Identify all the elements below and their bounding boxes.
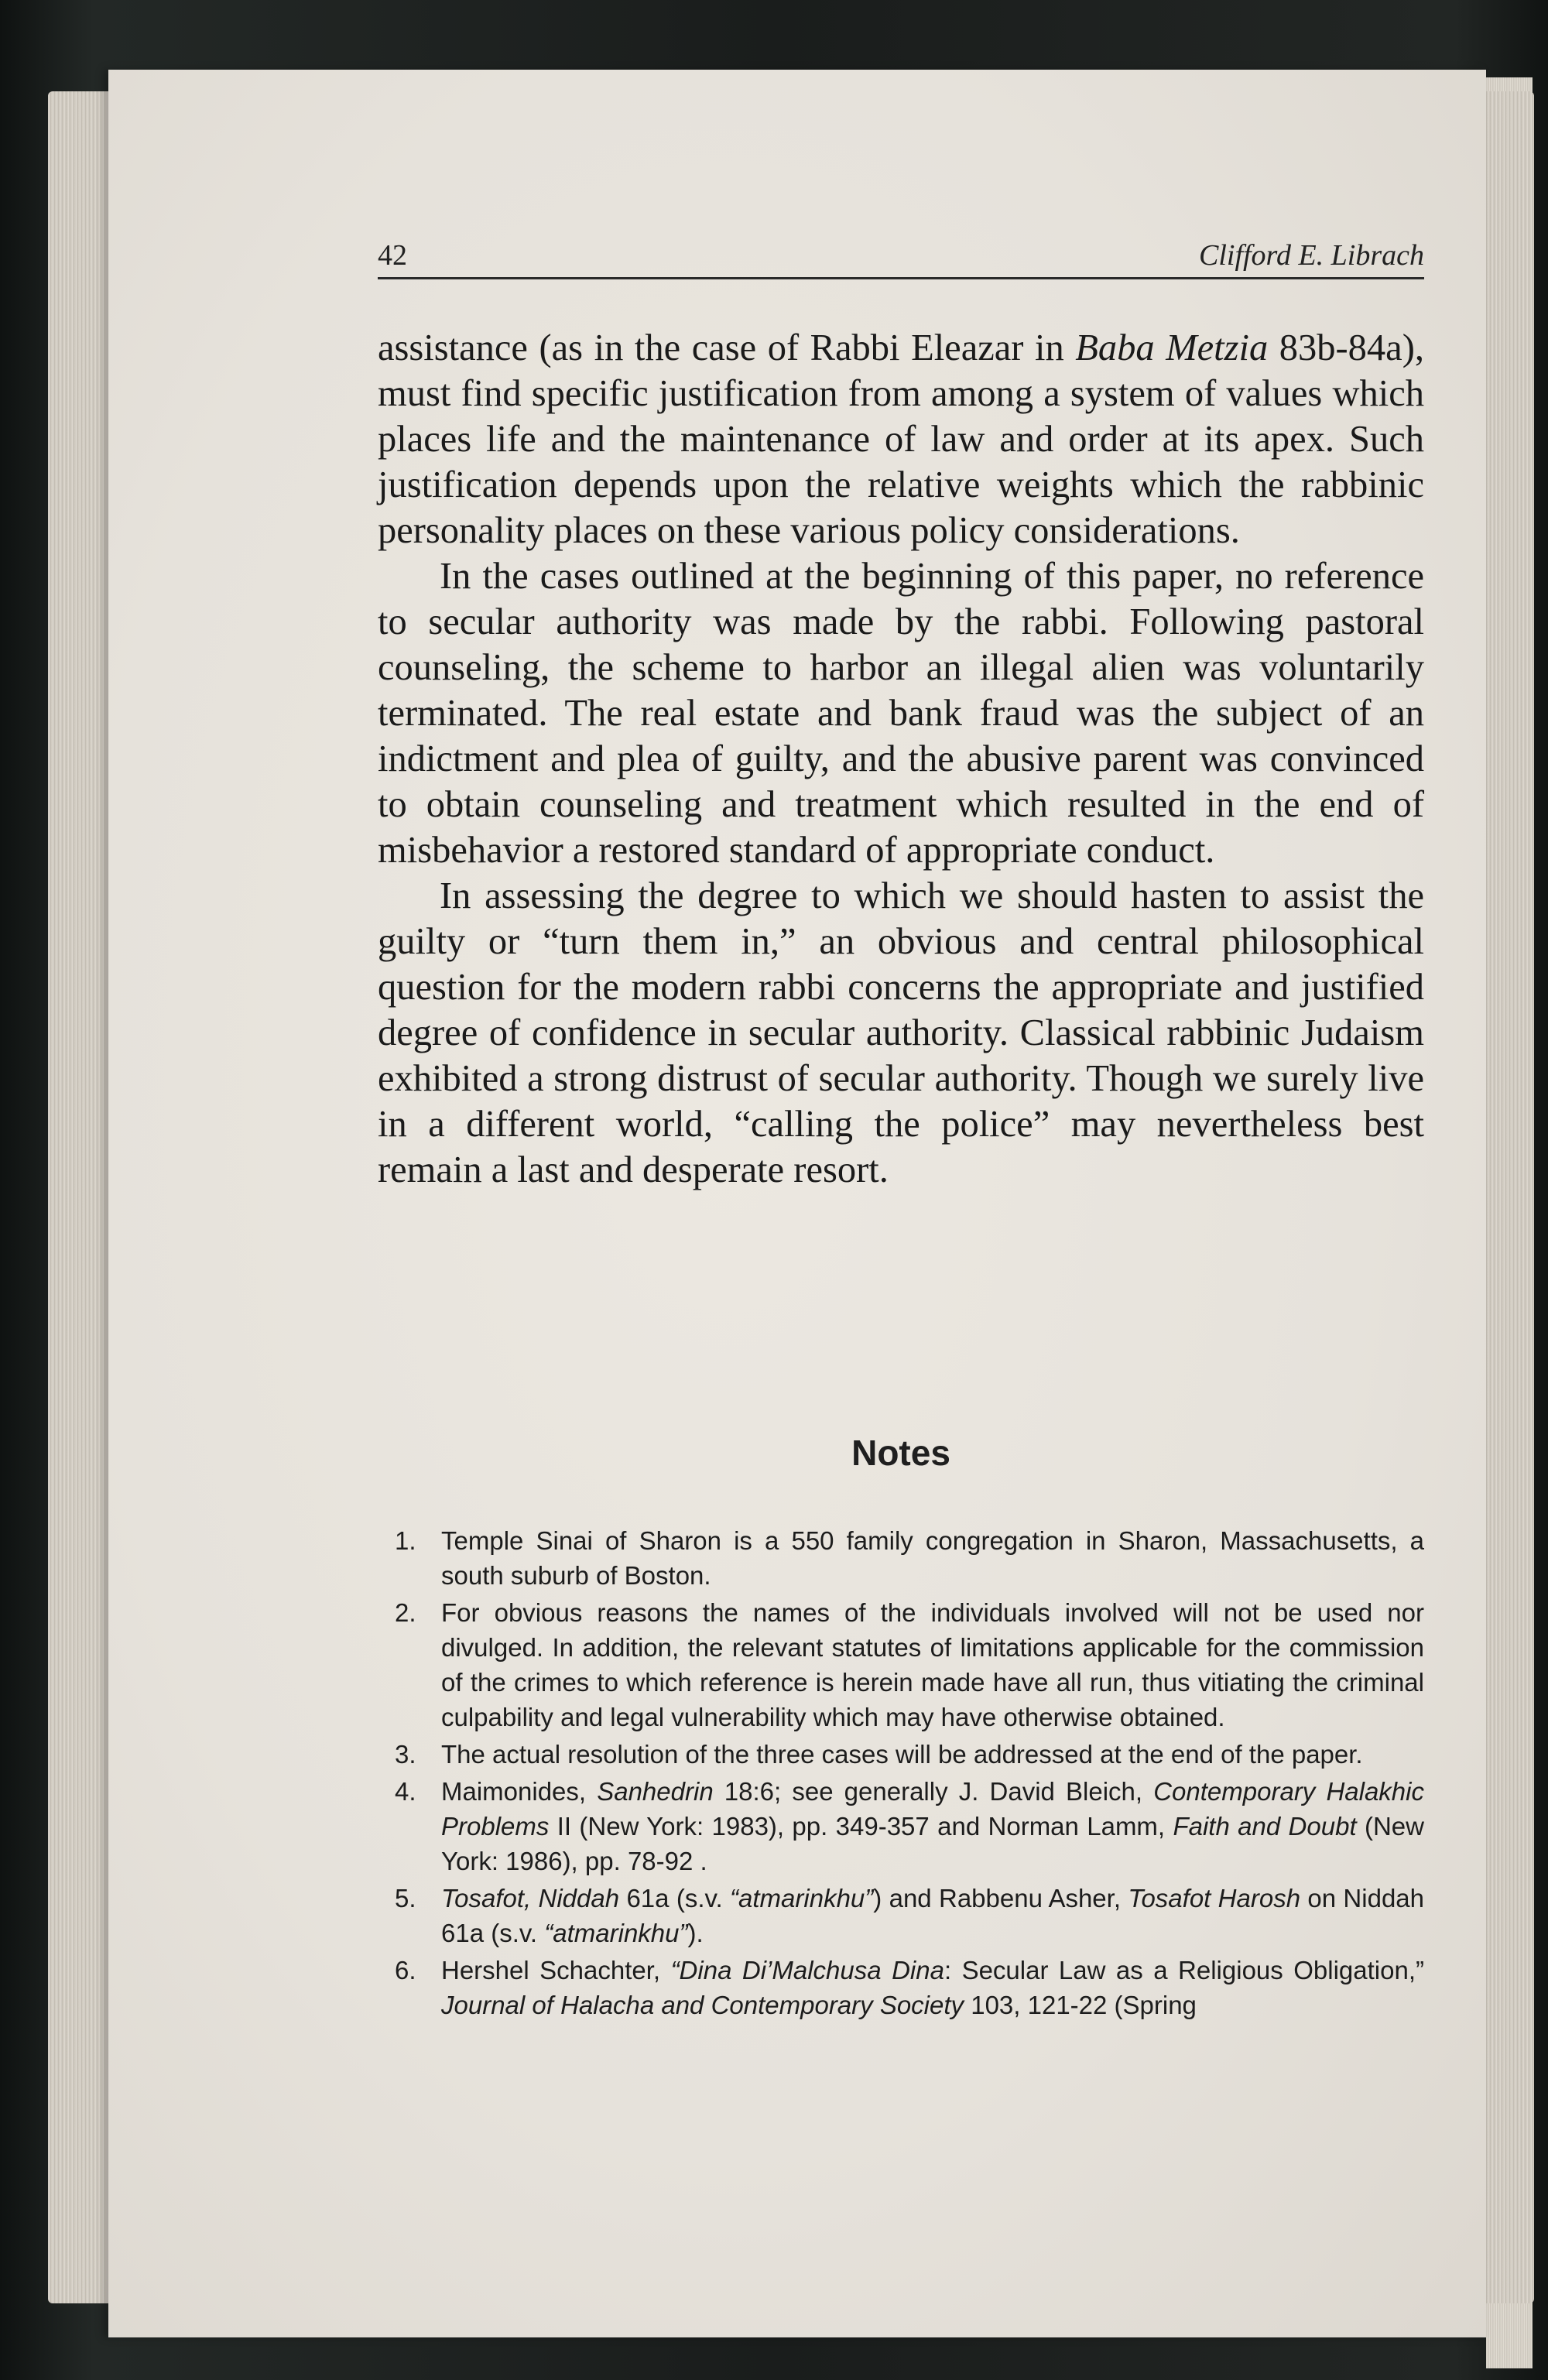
note-text: The actual resolution of the three cases will be addressed at the end of the paper. xyxy=(441,1740,1363,1769)
note-number: 6. xyxy=(395,1956,416,1984)
body-text xyxy=(378,325,1424,1193)
note-4-text-e: II (New York: 1983), pp. 349-357 and Norman Lamm, xyxy=(549,1812,1173,1841)
note-5-citation-e: Tosafot Harosh xyxy=(1128,1884,1301,1913)
paragraph-3: In assessing the degree to which we should hasten to assist the guilty or “turn them in,” an obvious and central philosophical question for the modern rabbi concerns the appropriate and justified degree of confidence in secular authority. Classical rabbinic Judaism exhibited a strong distrust of secular authority. Though we surely live in a different world, “calling the police” may nevertheless best remain a last and desperate resort. xyxy=(378,875,1424,1190)
note-4-citation-a: Sanhedrin xyxy=(597,1777,714,1806)
notes-list xyxy=(378,1523,1424,2025)
page-header xyxy=(378,232,1424,279)
note-6-text-a: Hershel Schachter, xyxy=(441,1956,671,1984)
note-number: 1. xyxy=(395,1526,416,1555)
note-number: 5. xyxy=(395,1884,416,1913)
note-number: 3. xyxy=(395,1740,416,1769)
note-5-text-f: on Niddah 61a (s.v. xyxy=(441,1884,1425,1947)
note-5-text-h: ). xyxy=(687,1919,704,1947)
running-head-author: Clifford E. Librach xyxy=(1198,239,1424,272)
paragraph-2: In the cases outlined at the beginning of this paper, no reference to secular authority was made by the rabbi. Following pastoral counseling, the scheme to harbor an illegal alien was voluntarily terminated. The real estate and bank fraud was the subject of an indictment and plea of guilty, and the abusive parent was convinced to obtain counseling and treatment which resulted in the end of misbehavior a restored standard of appropriate conduct. xyxy=(378,556,1424,871)
note-text xyxy=(441,1884,1424,1947)
note-5-citation-g: “atmarinkhu” xyxy=(544,1919,688,1947)
note-6-text-e: 103, 121-22 (Spring xyxy=(964,1991,1197,2019)
paragraph-1 xyxy=(378,325,1424,553)
note-6-citation-b: “Dina Di’Malchusa Dina xyxy=(670,1956,944,1984)
note-5-text-d: ) and Rabbenu Asher, xyxy=(873,1884,1128,1913)
note-4-citation-f: Faith and Doubt xyxy=(1173,1812,1357,1841)
note-number: 4. xyxy=(395,1777,416,1806)
note-number: 2. xyxy=(395,1598,416,1627)
note-5-citation-a: Tosafot, Niddah xyxy=(441,1884,620,1913)
note-5-citation-c: “atmarinkhu” xyxy=(730,1884,874,1913)
page-number: 42 xyxy=(378,239,407,272)
note-6-text-c: : Secular Law as a Religious Obligation,” xyxy=(944,1956,1424,1984)
paragraph-1-text-a: assistance (as in the case of Rabbi Eleazar in xyxy=(378,327,1076,368)
note-6-citation-d: Journal of Halacha and Contemporary Society xyxy=(441,1991,964,2019)
note-item xyxy=(378,1881,1424,1950)
paragraph-1-text-b: 83b-84a), must find specific justification from among a system of values which places life and the maintenance of law and order at its apex. Such justification depends upon the relative weights which the rabbinic personality places on these various policy considerations. xyxy=(378,327,1424,551)
note-4-text-g: (New York: 1986), pp. 78-92 . xyxy=(441,1812,1424,1875)
note-4-text-a: Maimonides, xyxy=(441,1777,598,1806)
note-text xyxy=(441,1956,1424,2019)
note-item xyxy=(378,1774,1424,1878)
note-5-text-b: 61a (s.v. xyxy=(619,1884,731,1913)
note-text: For obvious reasons the names of the individuals involved will not be used nor divulged. In addition, the relevant statutes of limitations applicable for the commission of the crimes to which reference is herein made have all run, thus vitiating the criminal culpability and legal vulnerability which may have otherwise obtained. xyxy=(441,1598,1424,1731)
note-4-text-c: 18:6; see generally J. David Bleich, xyxy=(713,1777,1154,1806)
note-item xyxy=(378,1953,1424,2022)
note-item xyxy=(378,1737,1424,1772)
note-4-citation-d: Contemporary Halakhic Problems xyxy=(441,1777,1424,1841)
notes-heading: Notes xyxy=(851,1433,950,1473)
note-item xyxy=(378,1523,1424,1593)
note-text xyxy=(441,1777,1424,1875)
paragraph-1-citation: Baba Metzia xyxy=(1075,327,1269,368)
note-text: Temple Sinai of Sharon is a 550 family congregation in Sharon, Massachusetts, a south suburb of Boston. xyxy=(441,1526,1424,1590)
note-item xyxy=(378,1595,1424,1734)
